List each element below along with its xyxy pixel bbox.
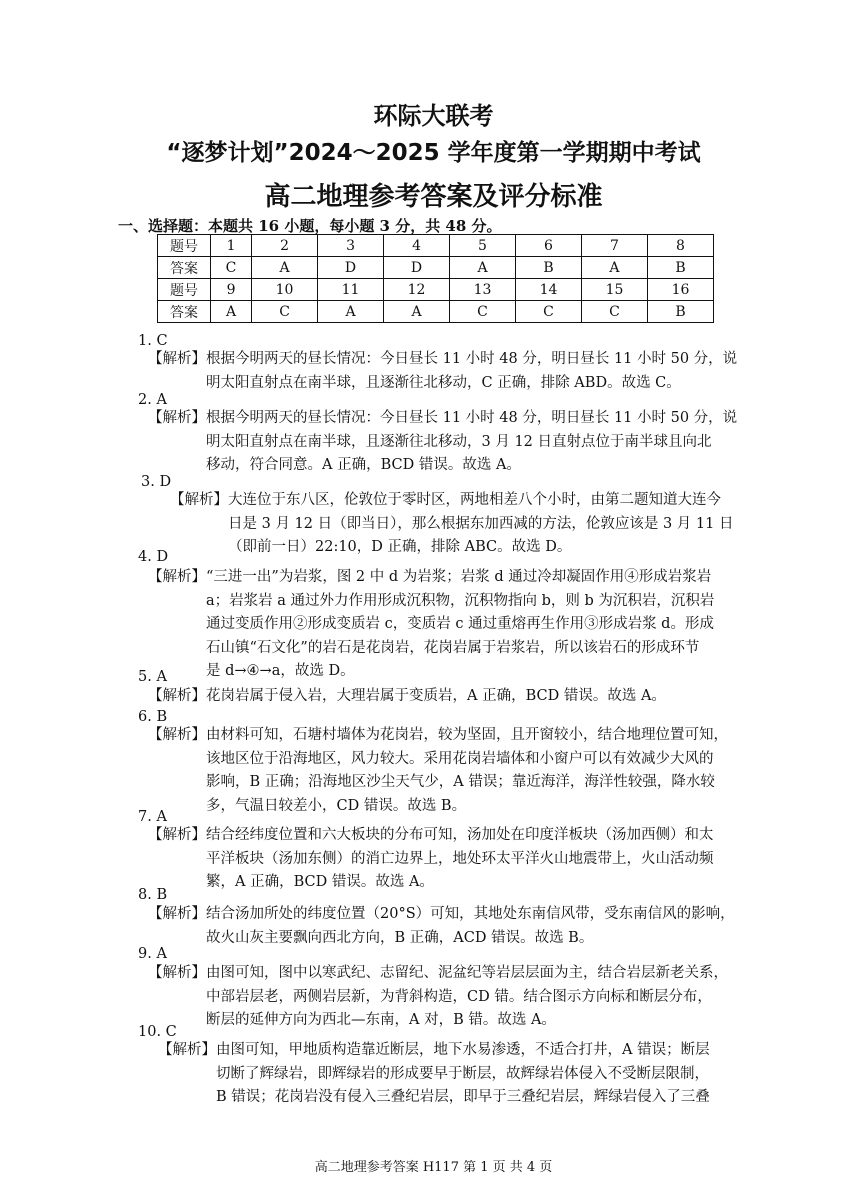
explanation-line: 通过变质作用②形成变质岩 c，变质岩 c 通过重熔再生作用③形成岩浆 d。形成: [206, 616, 714, 632]
explanation-line: 中部岩层老，两侧岩层新，为背斜构造，CD 错。结合图示方向标和断层分布，: [206, 988, 712, 1005]
explanation-line: 【解析】“三进一出”为岩浆，图 2 中 d 为岩浆；岩浆 d 通过冷却凝固作用④形成岩浆岩: [148, 569, 712, 585]
section-heading: 一、选择题：本题共 16 小题，每小题 3 分，共 48 分。: [118, 217, 502, 235]
table-cell: 11: [318, 279, 384, 301]
explanation-line: 该地区位于沿海地区，风力较大。采用花岗岩墙体和小窗户可以有效减少大风的: [206, 750, 714, 767]
explanation: [170, 489, 740, 560]
question-number: 1. C: [138, 333, 168, 349]
explanation-line: 明太阳直射点在南半球，且逐渐往北移动，3 月 12 日直射点位于南半球且向北: [206, 433, 712, 450]
table-cell: C: [252, 301, 318, 323]
explanation-line: 繁，A 正确，BCD 错误。故选 A。: [206, 874, 434, 890]
explanation: [148, 903, 738, 950]
explanation: [148, 962, 738, 1033]
explanation-line: 【解析】由图可知，甲地质构造靠近断层，地下水易渗透，不适合打井，A 错误；断层: [158, 1042, 710, 1058]
table-cell: B: [516, 257, 582, 279]
page-footer: 高二地理参考答案 H117 第 1 页 共 4 页: [314, 1160, 553, 1175]
explanation-line: 日是 3 月 12 日（即当日），那么根据东加西减的方法，伦敦应该是 3 月 11 日: [228, 515, 734, 532]
explanation-line: 是 d→④→a，故选 D。: [206, 663, 355, 679]
explanation-line: 平洋板块（汤加东侧）的消亡边界上，地处环太平洋火山地震带上，火山活动频: [206, 850, 714, 867]
question-number: 6. B: [138, 709, 168, 725]
question-number: 7. A: [138, 809, 167, 825]
table-cell: A: [211, 301, 252, 323]
table-cell: 题号: [158, 235, 211, 257]
table-cell: 14: [516, 279, 582, 301]
table-cell: A: [384, 301, 450, 323]
explanation-line: 【解析】结合经纬度位置和六大板块的分布可知，汤加处在印度洋板块（汤加西侧）和太: [148, 827, 714, 843]
explanation-line: 影响，B 正确；沿海地区沙尘天气少，A 错误；靠近海洋，海洋性较强，降水较: [206, 774, 715, 790]
table-row: [158, 301, 714, 323]
table-cell: 7: [581, 235, 647, 257]
explanation: [148, 348, 738, 395]
explanation-line: 【解析】由材料可知，石塘村墙体为花岗岩，较为坚固，且开窗较小，结合地理位置可知，: [148, 727, 728, 743]
explanation-line: 【解析】结合汤加所处的纬度位置（20°S）可知，其地处东南信风带，受东南信风的影响，: [148, 906, 735, 922]
answer-key-title: 高二地理参考答案及评分标准: [264, 182, 603, 212]
table-cell: 16: [647, 279, 713, 301]
table-cell: D: [318, 257, 384, 279]
table-cell: 5: [450, 235, 516, 257]
question-number: 2. A: [138, 392, 167, 408]
table-cell: C: [211, 257, 252, 279]
exam-org-title: 环际大联考: [373, 102, 494, 130]
table-cell: C: [581, 301, 647, 323]
question-number: 3. D: [141, 474, 172, 490]
table-cell: 9: [211, 279, 252, 301]
explanation: [148, 566, 738, 684]
table-cell: 2: [252, 235, 318, 257]
explanation-line: 多，气温日较差小，CD 错误。故选 B。: [206, 797, 467, 814]
table-cell: 答案: [158, 301, 211, 323]
explanation-line: 明太阳直射点在南半球，且逐渐往北移动，C 正确，排除 ABD。故选 C。: [206, 374, 681, 391]
explanation: [148, 824, 738, 895]
table-cell: 4: [384, 235, 450, 257]
table-cell: 12: [384, 279, 450, 301]
table-cell: A: [318, 301, 384, 323]
table-cell: A: [450, 257, 516, 279]
explanation-line: 石山镇“石文化”的岩石是花岗岩，花岗岩属于岩浆岩，所以该岩石的形成环节: [206, 639, 700, 656]
explanation-line: 【解析】根据今明两天的昼长情况：今日昼长 11 小时 48 分，明日昼长 11 小时 50 分，说: [148, 351, 738, 367]
explanation-line: 【解析】由图可知，图中以寒武纪、志留纪、泥盆纪等岩层层面为主，结合岩层新老关系，: [148, 965, 728, 981]
table-cell: 答案: [158, 257, 211, 279]
explanation-line: a；岩浆岩 a 通过外力作用形成沉积物，沉积物指向 b，则 b 为沉积岩，沉积岩: [206, 592, 715, 609]
question-number: 5. A: [138, 669, 167, 685]
question-number: 9. A: [138, 946, 167, 962]
table-cell: D: [384, 257, 450, 279]
question-number: 8. B: [138, 887, 168, 903]
explanation-line: B 错误；花岗岩没有侵入三叠纪岩层，即早于三叠纪岩层，辉绿岩侵入了三叠: [216, 1089, 710, 1105]
explanation-line: 断层的延伸方向为西北—东南，A 对，B 错。故选 A。: [206, 1012, 556, 1028]
explanation: [148, 685, 738, 709]
table-row: [158, 257, 714, 279]
table-cell: B: [647, 257, 713, 279]
table-cell: 6: [516, 235, 582, 257]
table-cell: 3: [318, 235, 384, 257]
table-cell: 1: [211, 235, 252, 257]
table-cell: C: [450, 301, 516, 323]
table-cell: C: [516, 301, 582, 323]
answer-table: [157, 234, 714, 323]
exam-title: “逐梦计划”2024～2025 学年度第一学期期中考试: [166, 140, 701, 166]
question-number: 10. C: [138, 1024, 177, 1040]
question-number: 4. D: [138, 549, 169, 565]
table-cell: 15: [581, 279, 647, 301]
explanation-line: （即前一日）22:10，D 正确，排除 ABC。故选 D。: [228, 539, 572, 555]
table-cell: 10: [252, 279, 318, 301]
explanation-line: 【解析】花岗岩属于侵入岩，大理岩属于变质岩，A 正确，BCD 错误。故选 A。: [148, 688, 666, 704]
table-cell: A: [581, 257, 647, 279]
explanation-line: 故火山灰主要飘向西北方向，B 正确，ACD 错误。故选 B。: [206, 929, 594, 946]
table-cell: 13: [450, 279, 516, 301]
explanation: [158, 1039, 748, 1110]
table-row: [158, 279, 714, 301]
explanation-line: 【解析】大连位于东八区，伦敦位于零时区，两地相差八个小时，由第二题知道大连今: [170, 492, 721, 508]
explanation-line: 切断了辉绿岩，即辉绿岩的形成要早于断层，故辉绿岩体侵入不受断层限制，: [216, 1065, 709, 1082]
table-cell: A: [252, 257, 318, 279]
explanation: [148, 407, 738, 478]
table-cell: 8: [647, 235, 713, 257]
table-row: [158, 235, 714, 257]
table-cell: 题号: [158, 279, 211, 301]
explanation: [148, 724, 738, 818]
table-cell: B: [647, 301, 713, 323]
explanation-line: 【解析】根据今明两天的昼长情况：今日昼长 11 小时 48 分，明日昼长 11 小时 50 分，说: [148, 410, 738, 426]
explanation-line: 移动，符合同意。A 正确，BCD 错误。故选 A。: [206, 457, 521, 473]
